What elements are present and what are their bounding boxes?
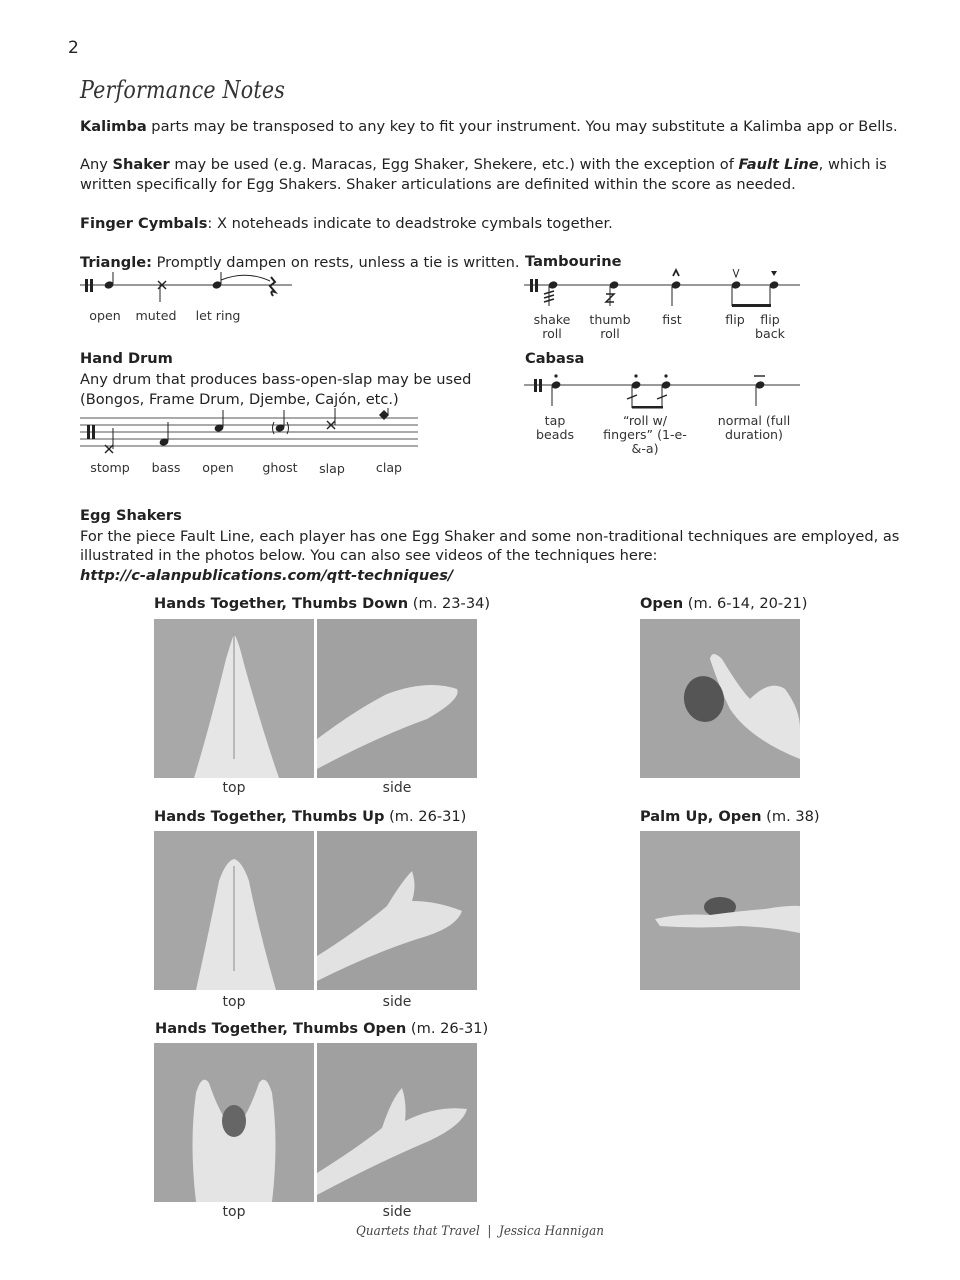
egg-shakers-term: Egg Shakers xyxy=(80,507,182,524)
finger-cymbals-term: Finger Cymbals xyxy=(80,215,208,232)
kalimba-term: Kalimba xyxy=(80,118,147,135)
photo-thumbs-down-side xyxy=(317,619,477,778)
page-title: Performance Notes xyxy=(80,76,286,104)
fault-line-title: Fault Line xyxy=(738,156,819,173)
cabasa-label-tap-beads: tap beads xyxy=(535,413,574,442)
kalimba-text: parts may be transposed to any key to fit your instrument. You may substitute a Kalimba app or Bells. xyxy=(146,118,898,135)
triangle-staff xyxy=(80,272,300,302)
thumbs-up-side-caption: side xyxy=(382,994,412,1010)
cabasa-staff xyxy=(524,366,804,414)
tambourine-label-flip: flip xyxy=(725,312,745,327)
photo-thumbs-up-top xyxy=(154,831,314,990)
thumbs-down-side-caption: side xyxy=(382,780,412,796)
thumbs-up-top-caption: top xyxy=(222,994,246,1010)
tambourine-label-shake-roll: shake roll xyxy=(533,312,571,341)
thumbs-down-title: Hands Together, Thumbs Down xyxy=(154,595,409,612)
hand-drum-label-clap: clap xyxy=(375,460,403,475)
kalimba-note xyxy=(80,117,900,137)
hand-drum-label-ghost: ghost xyxy=(262,460,298,475)
triangle-term: Triangle: xyxy=(80,254,152,271)
techniques-link[interactable]: http://c-alanpublications.com/qtt-techniques/ xyxy=(80,567,454,584)
photo-thumbs-open-top xyxy=(154,1043,314,1202)
egg-shakers-text-2: illustrated in the photos below. You can also see videos of the techniques here: xyxy=(80,547,658,564)
footer-author: Jessica Hannigan xyxy=(499,1224,604,1239)
photo-label-thumbs-open xyxy=(155,1020,488,1037)
thumbs-up-measures: (m. 26-31) xyxy=(384,808,467,825)
thumbs-up-title: Hands Together, Thumbs Up xyxy=(154,808,385,825)
cabasa-label-normal: normal (full duration) xyxy=(717,413,791,442)
tambourine-staff xyxy=(524,264,804,310)
footer-separator: | xyxy=(487,1224,492,1239)
photo-label-thumbs-up xyxy=(154,808,466,825)
hand-drum-text-1: Any drum that produces bass-open-slap may be used xyxy=(80,371,472,388)
triangle-note xyxy=(80,253,520,273)
page-number: 2 xyxy=(68,38,79,58)
hand-drum-text-2: (Bongos, Frame Drum, Djembe, Cajón, etc.) xyxy=(80,391,399,408)
thumbs-open-measures: (m. 26-31) xyxy=(406,1020,489,1037)
thumbs-open-side-caption: side xyxy=(382,1204,412,1220)
hand-drum-label-bass: bass xyxy=(151,460,181,475)
triangle-label-open: open xyxy=(89,308,121,323)
triangle-text: Promptly dampen on rests, unless a tie is written. xyxy=(151,254,520,271)
photo-label-palm-up xyxy=(640,808,820,825)
palm-up-title: Palm Up, Open xyxy=(640,808,762,825)
finger-cymbals-note xyxy=(80,214,900,234)
photo-palm-up xyxy=(640,831,800,990)
triangle-label-muted: muted xyxy=(135,308,177,323)
egg-shakers-text-1: For the piece Fault Line, each player has one Egg Shaker and some non-traditional techniques are employed, as xyxy=(80,528,900,545)
shaker-note xyxy=(80,155,895,194)
shaker-term: Shaker xyxy=(112,156,170,173)
hand-drum-label-open: open xyxy=(202,460,234,475)
shaker-post: , which is written specifically for Egg Shakers. Shaker articulations are definited within the score as needed. xyxy=(80,156,887,193)
finger-cymbals-text: : X noteheads indicate to deadstroke cymbals together. xyxy=(207,215,613,232)
hand-drum-staff xyxy=(80,408,420,458)
thumbs-down-measures: (m. 23-34) xyxy=(408,595,491,612)
photo-thumbs-up-side xyxy=(317,831,477,990)
thumbs-open-title: Hands Together, Thumbs Open xyxy=(155,1020,407,1037)
photo-thumbs-open-side xyxy=(317,1043,477,1202)
palm-up-measures: (m. 38) xyxy=(761,808,820,825)
cabasa-term: Cabasa xyxy=(525,350,585,367)
tambourine-term: Tambourine xyxy=(525,253,622,270)
triangle-label-let-ring: let ring xyxy=(195,308,241,323)
shaker-mid: may be used (e.g. Maracas, Egg Shaker, Shekere, etc.) with the exception of xyxy=(169,156,739,173)
thumbs-down-top-caption: top xyxy=(222,780,246,796)
open-measures: (m. 6-14, 20-21) xyxy=(683,595,808,612)
photo-thumbs-down-top xyxy=(154,619,314,778)
footer xyxy=(38,1224,921,1239)
photo-label-thumbs-down xyxy=(154,595,490,612)
tambourine-label-fist: fist xyxy=(662,312,682,327)
footer-collection-title: Quartets that Travel xyxy=(356,1224,480,1239)
hand-drum-label-stomp: stomp xyxy=(90,460,130,475)
cabasa-label-roll: “roll w/ fingers” (1-e-&-a) xyxy=(603,413,687,456)
thumbs-open-top-caption: top xyxy=(222,1204,246,1220)
shaker-pre: Any xyxy=(80,156,113,173)
tambourine-label-flip-back: flip back xyxy=(755,312,785,341)
hand-drum-label-slap: slap xyxy=(319,461,345,476)
photo-label-open xyxy=(640,595,807,612)
photo-open xyxy=(640,619,800,778)
hand-drum-term: Hand Drum xyxy=(80,350,173,367)
open-title: Open xyxy=(640,595,684,612)
tambourine-label-thumb-roll: thumb roll xyxy=(589,312,631,341)
